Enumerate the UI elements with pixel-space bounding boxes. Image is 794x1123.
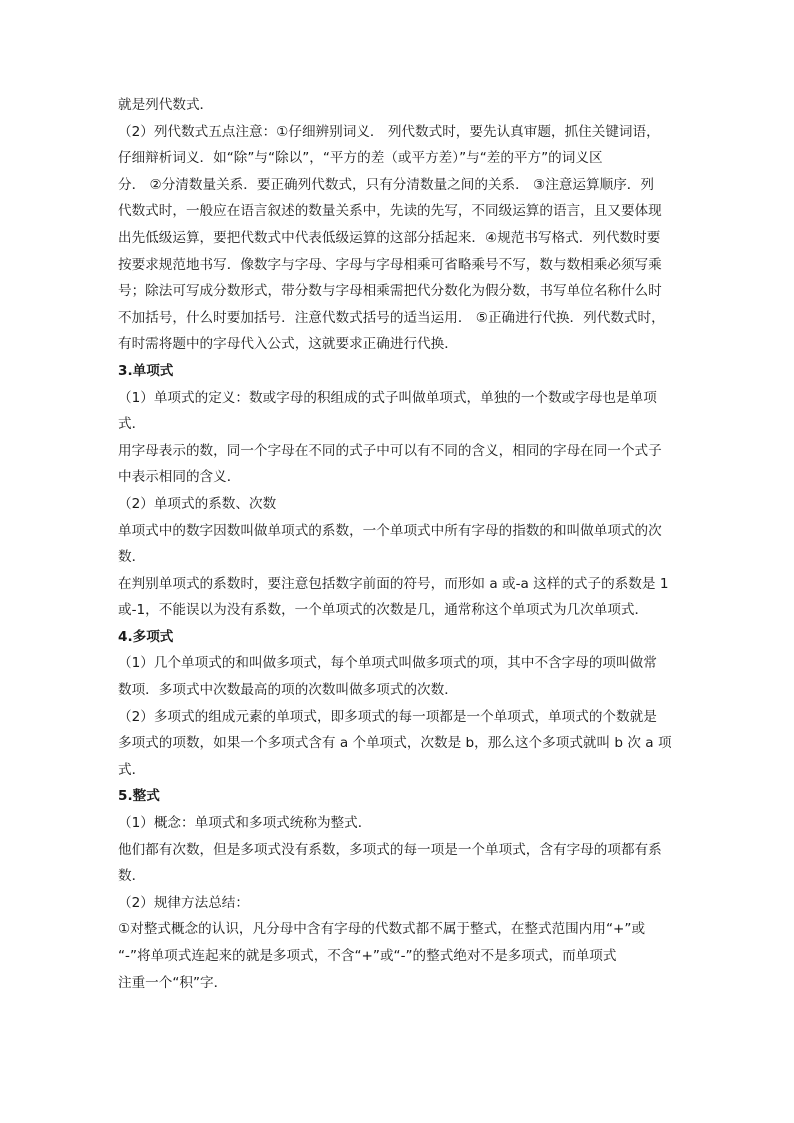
text-line: 式． [118, 761, 146, 778]
text-line: 不加括号，什么时要加括号．注意代数式括号的适当运用． ⑤正确进行代换．列代数式时， [118, 309, 665, 326]
text-line: 代数式时，一般应在语言叙述的数量关系中，先读的先写，不同级运算的语言，且又要体现 [118, 203, 662, 220]
text-line: 他们都有次数，但是多项式没有系数，多项式的每一项是一个单项式，含有字母的项都有系 [118, 841, 662, 858]
text-line: 或-1，不能误以为没有系数，一个单项式的次数是几，通常称这个单项式为几次单项式． [118, 602, 649, 619]
text-line: 中表示相同的含义． [118, 469, 241, 486]
text-line: 按要求规范地书写．像数字与字母、字母与字母相乘可省略乘号不写，数与数相乘必须写乘 [118, 256, 662, 273]
section-heading-polynomial: 4.多项式 [118, 628, 174, 645]
text-line: 数． [118, 868, 146, 885]
text-line: 号；除法可写成分数形式，带分数与字母相乘需把代分数化为假分数，书写单位名称什么时 [118, 283, 662, 300]
text-line: 在判别单项式的系数时，要注意包括数字前面的符号，而形如 a 或-a 这样的式子的系数是 1 [118, 575, 669, 592]
section-heading-integral-expression: 5.整式 [118, 788, 160, 805]
text-line: （2）列代数式五点注意：①仔细辨别词义． 列代数式时，要先认真审题，抓住关键词语， [118, 123, 660, 140]
text-line: “-”将单项式连起来的就是多项式，不含“+”或“-”的整式绝对不是多项式，而单项式 [118, 948, 617, 964]
text-line: （2）多项式的组成元素的单项式，即多项式的每一项都是一个单项式，单项式的个数就是 [118, 708, 657, 725]
text-line: 有时需将题中的字母代入公式，这就要求正确进行代换． [118, 336, 458, 353]
document-body [118, 92, 688, 996]
text-line: （1）几个单项式的和叫做多项式，每个单项式叫做多项式的项，其中不含字母的项叫做常 [118, 655, 657, 672]
text-line: 数． [118, 549, 146, 566]
text-line: 式． [118, 416, 146, 433]
text-line: 仔细辩析词义．如“除”与“除以”，“平方的差（或平方差）”与“差的平方”的词义区 [118, 150, 603, 167]
text-line: 多项式的项数，如果一个多项式含有 a 个单项式，次数是 b，那么这个多项式就叫 b 次 a 项 [118, 735, 672, 752]
text-line: （2）规律方法总结： [118, 894, 249, 911]
text-line: 数项．多项式中次数最高的项的次数叫做多项式的次数． [118, 682, 458, 699]
text-line: 注重一个“积”字． [118, 974, 228, 991]
text-line: （2）单项式的系数、次数 [118, 495, 277, 512]
text-line: （1）概念：单项式和多项式统称为整式． [118, 815, 372, 832]
text-line: （1）单项式的定义：数或字母的积组成的式子叫做单项式，单独的一个数或字母也是单项 [118, 389, 657, 406]
text-line: ①对整式概念的认识，凡分母中含有字母的代数式都不属于整式，在整式范围内用“+”或 [118, 921, 646, 938]
text-line: 出先低级运算，要把代数式中代表低级运算的这部分括起来．④规范书写格式．列代数时要 [118, 229, 661, 246]
text-line: 分． ②分清数量关系．要正确列代数式，只有分清数量之间的关系． ③注意运算顺序．列 [118, 176, 654, 193]
section-heading-monomial: 3.单项式 [118, 362, 174, 379]
text-line: 就是列代数式． [118, 97, 214, 113]
text-line: 单项式中的数字因数叫做单项式的系数，一个单项式中所有字母的指数的和叫做单项式的次 [118, 522, 662, 539]
text-line: 用字母表示的数，同一个字母在不同的式子中可以有不同的含义，相同的字母在同一个式子 [118, 442, 662, 459]
